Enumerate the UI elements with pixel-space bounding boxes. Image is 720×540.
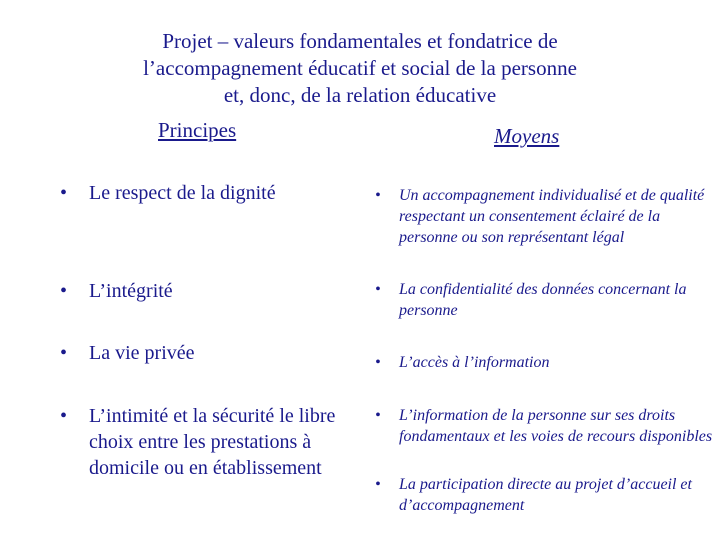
principe-item: [60, 278, 360, 304]
moyen-item: [375, 474, 715, 516]
bullet-icon: •: [375, 407, 381, 424]
principe-item: [60, 340, 360, 366]
moyens-header: Moyens: [494, 124, 560, 148]
title-line-1: Projet – valeurs fondamentales et fondatrice de: [162, 29, 558, 53]
moyen-text: La participation directe au projet d’accueil et d’accompagnement: [399, 476, 692, 514]
principe-text: Le respect de la dignité: [89, 182, 276, 204]
bullet-icon: •: [60, 342, 68, 364]
moyen-text: La confidentialité des données concernant la personne: [399, 281, 687, 319]
moyen-item: [375, 279, 715, 321]
bullet-icon: •: [60, 405, 68, 427]
principes-header: Principes: [158, 118, 237, 142]
moyen-text: L’information de la personne sur ses droits fondamentaux et les voies de recours disponibles: [399, 407, 713, 445]
moyen-item: [375, 405, 715, 447]
principe-text: L’intimité et la sécurité le libre choix entre les prestations à domicile ou en établissement: [89, 405, 336, 479]
moyen-text: L’accès à l’information: [399, 354, 550, 371]
moyen-text: Un accompagnement individualisé et de qualité respectant un consentement éclairé de la personne ou son représentant légal: [399, 187, 705, 246]
bullet-icon: •: [375, 187, 381, 204]
principe-text: La vie privée: [89, 342, 195, 364]
moyen-item: [375, 352, 715, 373]
principe-item: [60, 403, 360, 481]
bullet-icon: •: [60, 280, 68, 302]
moyen-item: [375, 185, 715, 248]
title-line-2: l’accompagnement éducatif et social de la personne: [143, 56, 577, 80]
bullet-icon: •: [375, 354, 381, 371]
slide-title: [0, 28, 720, 109]
bullet-icon: •: [375, 476, 381, 493]
bullet-icon: •: [375, 281, 381, 298]
title-line-3: et, donc, de la relation éducative: [223, 83, 497, 107]
bullet-icon: •: [60, 182, 68, 204]
principe-text: L’intégrité: [89, 280, 173, 302]
principe-item: [60, 180, 360, 206]
